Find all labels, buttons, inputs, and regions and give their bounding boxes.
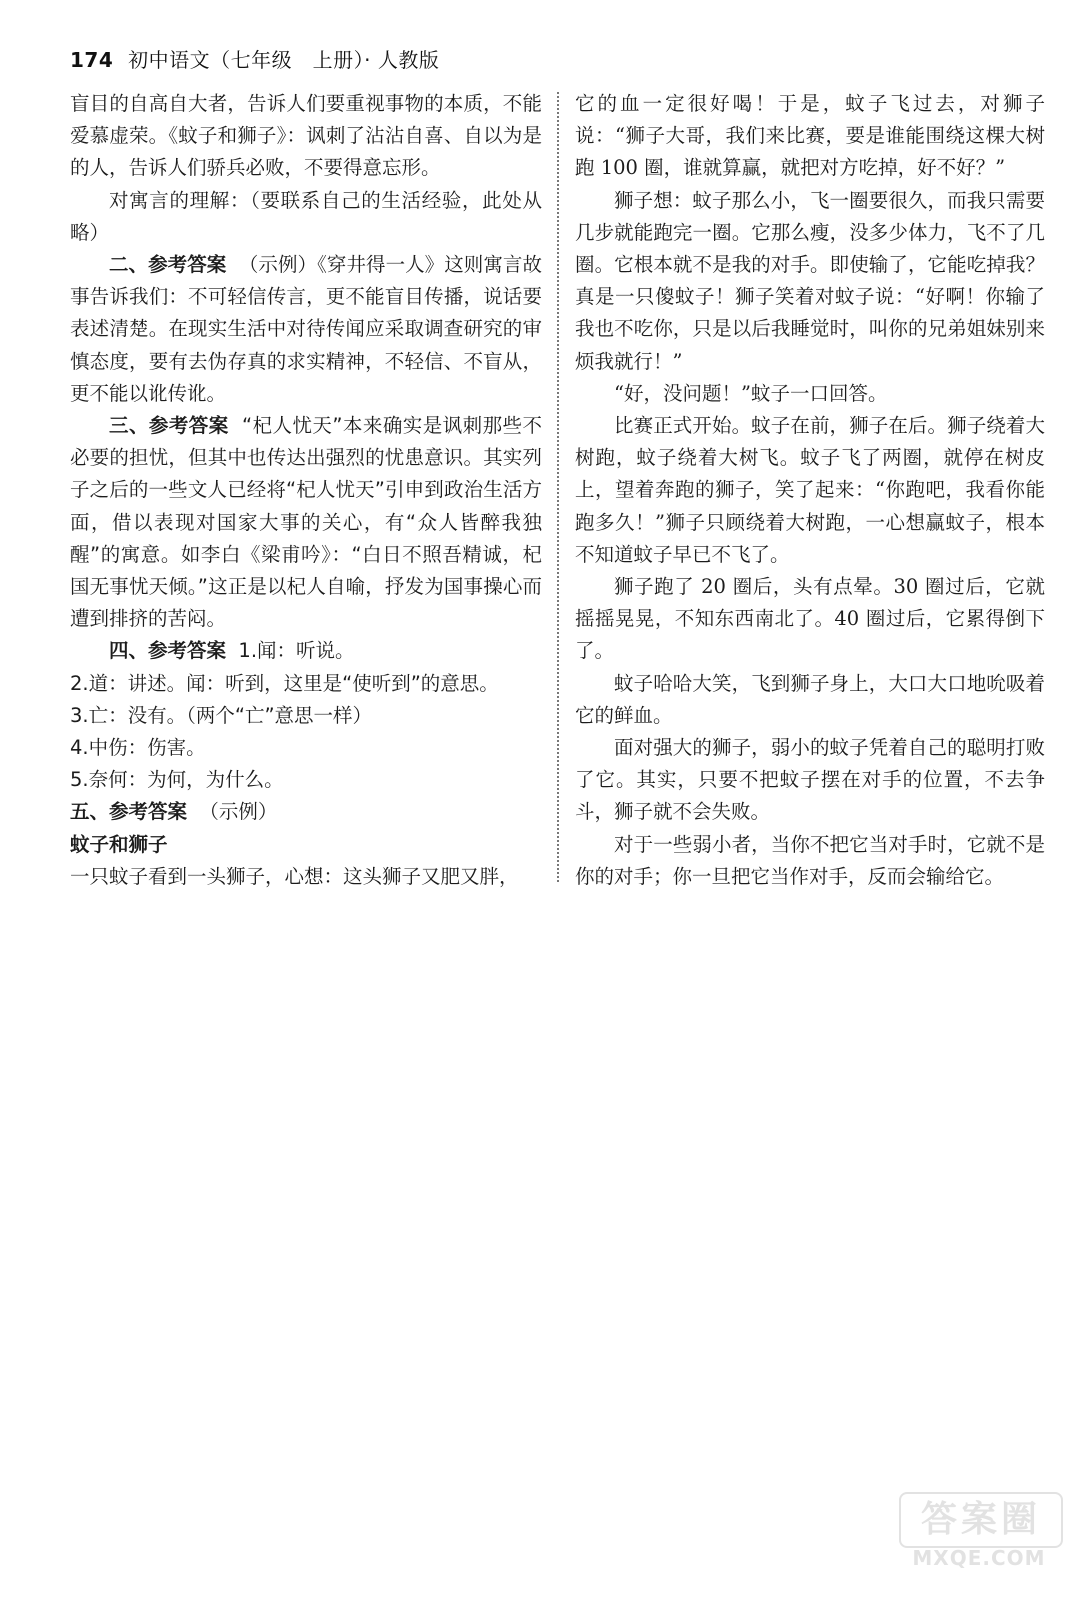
section-text: （示例） — [199, 800, 278, 824]
section-label: 四、参考答案 — [109, 639, 227, 663]
section-label: 五、参考答案 — [70, 800, 188, 824]
section-text: “杞人忧天”本来确实是讽刺那些不必要的担忧，但其中也传达出强烈的忧患意识。其实列子之后的一些文人已经将“杞人忧天”引申到政治生活方面，借以表现对国家大事的关心，有“众人皆醉我独醒”的寓意。如李白《梁甫吟》：“白日不照吾精诚，杞国无事忧天倾。”这正是以杞人自喻，抒发为国事操心而遭到排挤的苦闷。 — [70, 414, 542, 631]
column-divider — [557, 92, 559, 882]
list-item: 5.奈何：为何，为什么。 — [70, 768, 284, 792]
section-label: 三、参考答案 — [109, 414, 229, 438]
paragraph: 盲目的自高自大者，告诉人们要重视事物的本质，不能爱慕虚荣。《蚊子和狮子》：讽刺了沾沾自喜、自以为是的人，告诉人们骄兵必败，不要得意忘形。 — [70, 92, 542, 180]
watermark-url: MXQE.COM — [912, 1546, 1046, 1570]
story-paragraph: 它的血一定很好喝！于是，蚊子飞过去，对狮子说：“狮子大哥，我们来比赛，要是谁能围绕这棵大树跑 100 圈，谁就算赢，就把对方吃掉，好不好？” — [575, 92, 1045, 180]
story-paragraph: 狮子跑了 20 圈后，头有点晕。30 圈过后，它就摇摇晃晃，不知东西南北了。40 圈过后，它累得倒下了。 — [575, 575, 1045, 663]
book-title: 初中语文（七年级 上册）· 人教版 — [128, 48, 440, 72]
story-paragraph: 狮子想：蚊子那么小，飞一圈要很久，而我只需要几步就能跑完一圈。它那么瘦，没多少体力，飞不了几圈。它根本就不是我的对手。即使输了，它能吃掉我？真是一只傻蚊子！狮子笑着对蚊子说：“好啊！你输了我也不吃你，只是以后我睡觉时，叫你的兄弟姐妹别来烦我就行！” — [575, 188, 1045, 373]
page-number: 174 — [70, 48, 114, 72]
list-item: 3.亡：没有。（两个“亡”意思一样） — [70, 703, 373, 727]
watermark-logo: 答案圈 — [899, 1492, 1063, 1548]
story-paragraph: 比赛正式开始。蚊子在前，狮子在后。狮子绕着大树跑，蚊子绕着大树飞。蚊子飞了两圈，就停在树皮上，望着奔跑的狮子，笑了起来：“你跑吧，我看你能跑多久！”狮子只顾绕着大树跑，一心想赢蚊子，根本不知道蚊子早已不飞了。 — [575, 414, 1045, 566]
right-column — [575, 88, 1045, 893]
story-paragraph: “好，没问题！”蚊子一口回答。 — [614, 381, 888, 405]
section-two — [70, 249, 542, 410]
paragraph: 对寓言的理解：（要联系自己的生活经验，此处从略） — [70, 188, 542, 244]
story-paragraph: 面对强大的狮子，弱小的蚊子凭着自己的聪明打败了它。其实，只要不把蚊子摆在对手的位置，不去争斗，狮子就不会失败。 — [575, 736, 1045, 824]
section-four — [70, 635, 542, 667]
section-three — [70, 410, 542, 635]
list-item: 2.道：讲述。闻：听到，这里是“使听到”的意思。 — [70, 671, 499, 695]
story-paragraph: 对于一些弱小者，当你不把它当对手时，它就不是你的对手；你一旦把它当作对手，反而会输给它。 — [575, 832, 1045, 888]
story-paragraph: 蚊子哈哈大笑，飞到狮子身上，大口大口地吮吸着它的鲜血。 — [575, 671, 1045, 727]
section-text: （示例）《穿井得一人》这则寓言故事告诉我们：不可轻信传言，更不能盲目传播，说话要表述清楚。在现实生活中对待传闻应采取调查研究的审慎态度，要有去伪存真的求实精神，不轻信、不盲从，更不能以讹传讹。 — [70, 253, 542, 405]
page-header — [70, 44, 439, 73]
story-paragraph: 一只蚊子看到一头狮子，心想：这头狮子又肥又胖， — [70, 864, 519, 888]
watermark — [899, 1492, 1059, 1572]
section-five — [70, 796, 542, 828]
section-label: 二、参考答案 — [109, 253, 227, 277]
list-item: 4.中伤：伤害。 — [70, 736, 206, 760]
story-title: 蚊子和狮子 — [70, 832, 168, 856]
left-column — [70, 88, 542, 893]
section-text: 1.闻：听说。 — [238, 639, 355, 663]
